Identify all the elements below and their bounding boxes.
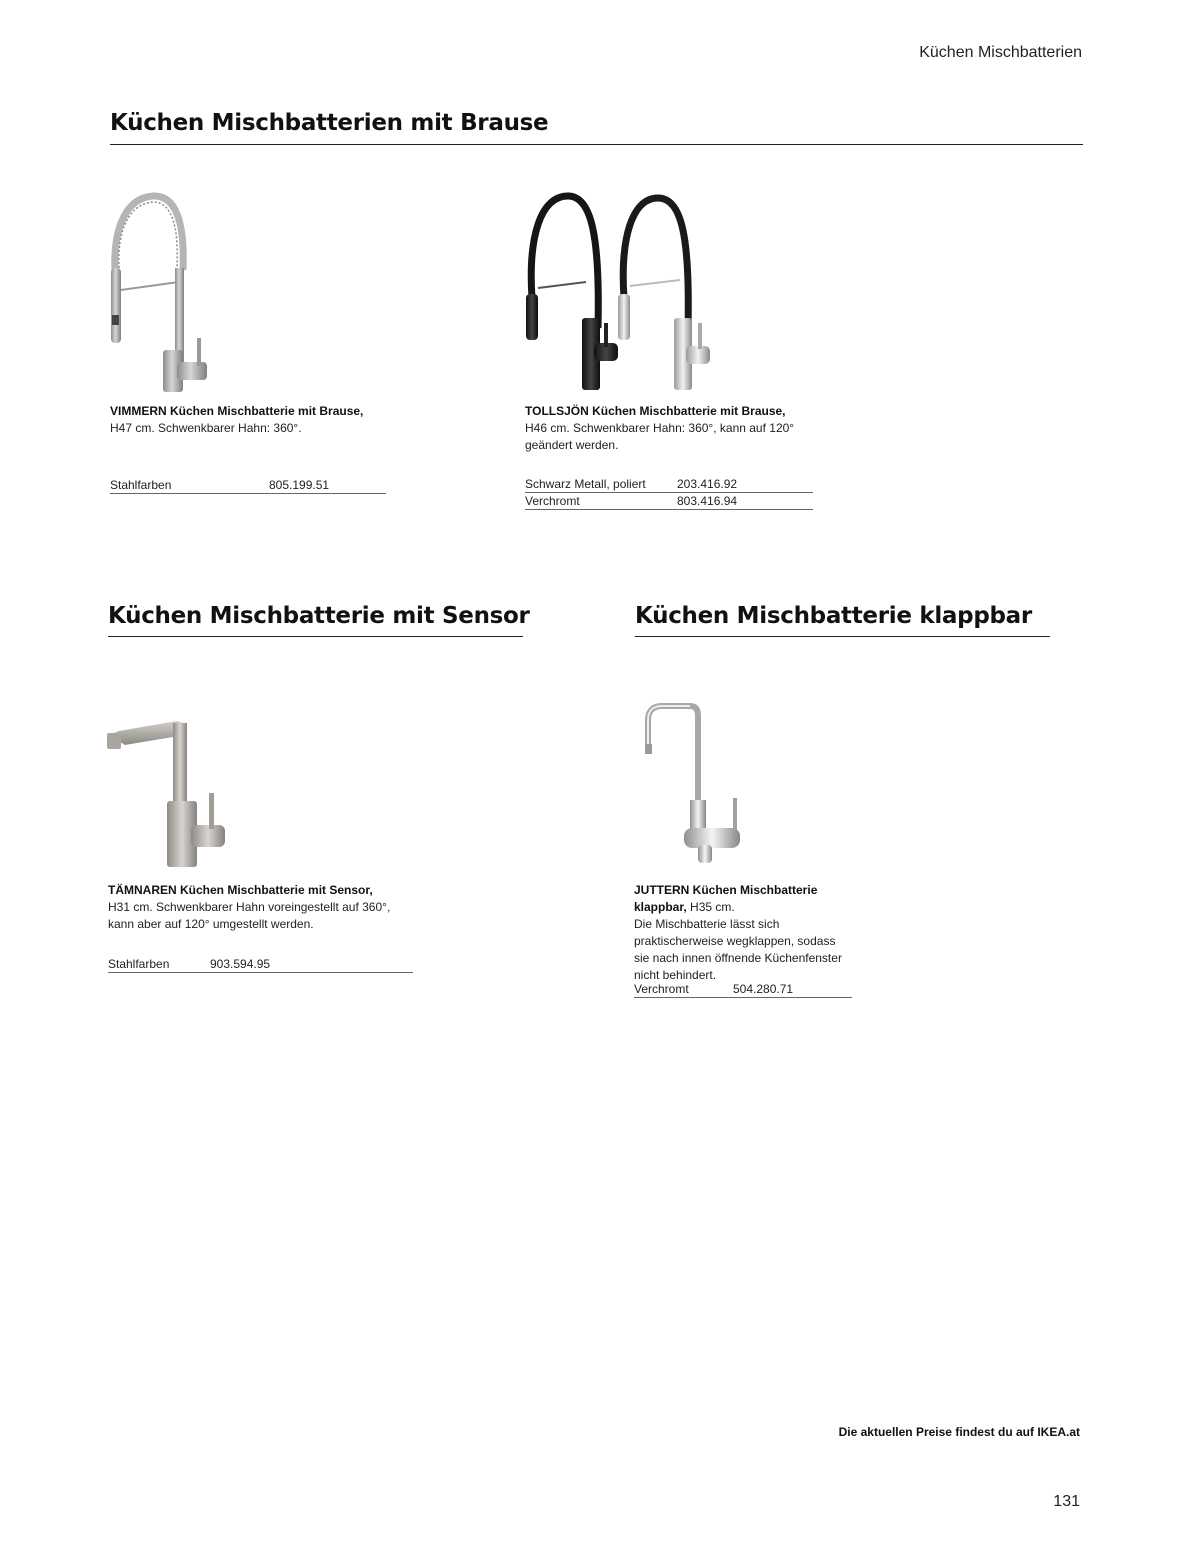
vimmern-finish: Stahlfarben — [110, 478, 172, 492]
tollsjon-faucet-image — [520, 188, 735, 398]
page-number: 131 — [1053, 1493, 1080, 1510]
tollsjon-details: H46 cm. Schwenkbarer Hahn: 360°, kann auf 120° geändert werden. — [525, 421, 795, 452]
tamnaren-article-number: 903.594.95 — [210, 957, 271, 971]
vimmern-faucet-image — [105, 190, 215, 395]
tollsjon-finish-black: Schwarz Metall, poliert — [525, 477, 646, 491]
running-head: Küchen Mischbatterien — [919, 44, 1082, 61]
juttern-details: Die Mischbatterie lässt sich praktischerweise wegklappen, sodass sie nach innen öffnende Küchenfenster nicht behindert. — [634, 917, 842, 982]
tollsjon-name: TOLLSJÖN Küchen Mischbatterie mit Brause, — [525, 404, 786, 418]
section-rule-brause — [110, 144, 1083, 145]
tollsjon-description — [525, 403, 825, 454]
juttern-article-number: 504.280.71 — [733, 982, 794, 996]
tollsjon-variant-row-chrome — [525, 493, 813, 510]
vimmern-name: VIMMERN Küchen Mischbatterie mit Brause, — [110, 404, 364, 418]
tamnaren-finish: Stahlfarben — [108, 957, 170, 971]
vimmern-details: H47 cm. Schwenkbarer Hahn: 360°. — [110, 421, 302, 435]
tamnaren-faucet-image — [105, 705, 255, 870]
vimmern-description — [110, 403, 410, 437]
tollsjon-article-chrome: 803.416.94 — [677, 494, 738, 508]
section-rule-sensor — [108, 636, 523, 637]
juttern-name: JUTTERN Küchen Mischbatterie klappbar, — [634, 883, 818, 914]
tollsjon-finish-chrome: Verchromt — [525, 494, 580, 508]
tamnaren-variant-row — [108, 956, 413, 973]
juttern-finish: Verchromt — [634, 982, 689, 996]
tamnaren-details: H31 cm. Schwenkbarer Hahn voreingestellt auf 360°, kann aber auf 120° umgestellt werden. — [108, 900, 391, 931]
section-title-sensor: Küchen Mischbatterie mit Sensor — [108, 603, 530, 629]
section-title-brause: Küchen Mischbatterien mit Brause — [110, 110, 549, 136]
juttern-size: H35 cm. — [690, 900, 735, 914]
tamnaren-description — [108, 882, 418, 933]
vimmern-article-number: 805.199.51 — [269, 478, 330, 492]
juttern-faucet-image — [640, 700, 750, 865]
tamnaren-name: TÄMNAREN Küchen Mischbatterie mit Sensor, — [108, 883, 373, 897]
juttern-variant-row — [634, 981, 852, 998]
tollsjon-article-black: 203.416.92 — [677, 477, 738, 491]
tollsjon-variant-row-black — [525, 476, 813, 493]
juttern-description — [634, 882, 854, 984]
price-note: Die aktuellen Preise findest du auf IKEA.at — [838, 1425, 1080, 1439]
section-rule-klappbar — [635, 636, 1050, 637]
section-title-klappbar: Küchen Mischbatterie klappbar — [635, 603, 1032, 629]
vimmern-variant-row — [110, 477, 386, 494]
